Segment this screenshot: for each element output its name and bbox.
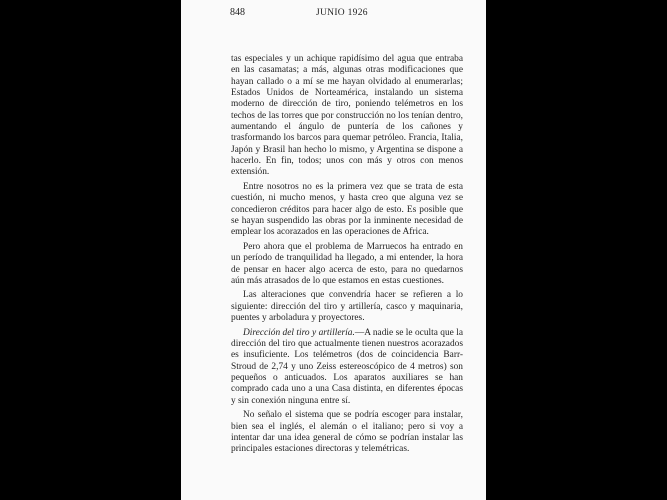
paragraph-6: No señalo el sistema que se podría escoger para instalar, bien sea el inglés, el alemán o el italiano; pero si voy a intentar dar una idea general de cómo se podrían instalar las principales estaciones directoras y telemétricas. bbox=[231, 410, 463, 455]
page-header bbox=[230, 7, 460, 27]
page-number: 848 bbox=[230, 7, 245, 18]
section-text: —A nadie se le oculta que la dirección del tiro que actualmente tienen nuestros acorazados es insuficiente. Los telémetros (dos de coincidencia Barr-Stroud de 2,74 y uno Zeiss estereoscópico de 4 metros) son pequeños o anticuados. Los aparatos auxiliares se han comprado cada uno a una Casa distinta, en diferentes épocas y sin conexión ninguna entre sí. bbox=[231, 327, 464, 406]
paragraph-3: Pero ahora que el problema de Marruecos ha entrado en un período de tranquilidad ha llegado, a mi entender, la hora de pensar en hacer algo acerca de esto, para no quedarnos aún más atrasados de lo que estamos en estas cuestiones. bbox=[231, 241, 463, 286]
paragraph-4: Las alteraciones que convendría hacer se refieren a lo siguiente: dirección del tiro y artillería, casco y maquinaria, puentes y arboladura y proyectores. bbox=[231, 290, 463, 324]
body-text bbox=[231, 54, 463, 459]
paragraph-2: Entre nosotros no es la primera vez que se trata de esta cuestión, ni mucho menos, y hasta creo que alguna vez se concedieron créditos para hacer algo de esto. Es posible que se hayan suspendido las obras por la inminente necesidad de emplear los acorazados en las operaciones de Africa. bbox=[231, 181, 463, 238]
paragraph-5 bbox=[231, 328, 463, 407]
section-heading: Dirección del tiro y artillería. bbox=[243, 327, 355, 338]
paragraph-1: tas especiales y un achique rapidísimo del agua que entraba en las casamatas; a más, algunas otras modificaciones que hayan callado o a mí se me hayan olvidado al enumerarlas; Estados Unidos de Norteamérica, instalando un sistema moderno de dirección de tiro, poniendo telémetros en los techos de las torres que por construcción no los tenían dentro, aumentando el ángulo de puntería de los cañones y trasformando los barcos para quemar petróleo. Francia, Italia, Japón y Brasil han hecho lo mismo, y Argentina se dispone a hacerlo. En fin, todos; unos con más y otros con menos extensión. bbox=[231, 54, 463, 178]
running-head: JUNIO 1926 bbox=[316, 8, 368, 18]
